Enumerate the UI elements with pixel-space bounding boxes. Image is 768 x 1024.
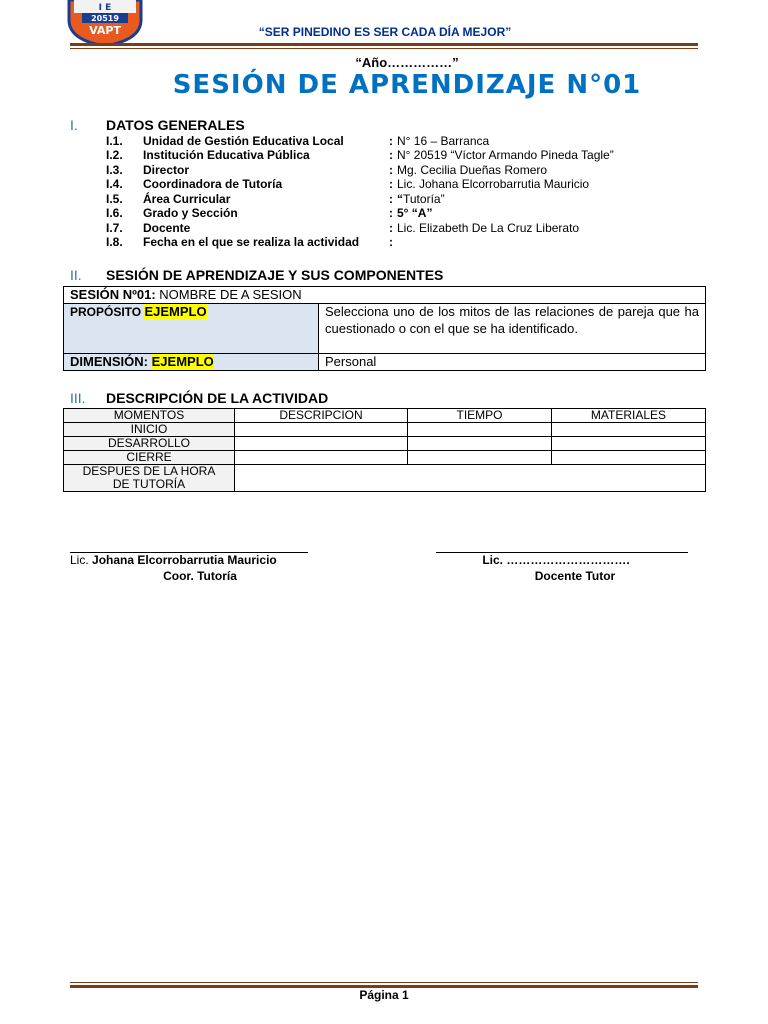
datos-value <box>397 206 432 220</box>
year-line: “Año……………” <box>355 55 459 70</box>
logo-abbr: VAPT <box>89 24 121 37</box>
datos-colon: : <box>389 134 393 148</box>
left-signer-role: Coor. Tutoría <box>163 569 237 583</box>
datos-label: Docente <box>143 221 191 235</box>
proposito-label-cell <box>64 304 319 354</box>
datos-value <box>397 134 489 148</box>
datos-row <box>106 206 706 220</box>
datos-label: Unidad de Gestión Educativa Local <box>143 134 344 148</box>
school-motto: “SER PINEDINO ES SER CADA DÍA MEJOR” <box>258 25 512 39</box>
section2-number: II. <box>70 267 82 283</box>
datos-colon: : <box>389 221 393 235</box>
datos-value-text: Mg. Cecilia Dueñas Romero <box>397 163 548 177</box>
table-row <box>64 423 706 437</box>
datos-row <box>106 134 706 148</box>
desarrollo-descripcion <box>235 437 408 451</box>
datos-label: Fecha en el que se realiza la actividad <box>143 235 360 249</box>
datos-row <box>106 163 706 177</box>
datos-colon: : <box>389 235 393 249</box>
datos-code: I.5. <box>106 192 123 206</box>
datos-colon: : <box>389 177 393 191</box>
table-row <box>64 437 706 451</box>
datos-row <box>106 148 706 162</box>
datos-code: I.6. <box>106 206 123 220</box>
datos-colon: : <box>389 206 393 220</box>
header-rule-thin <box>70 48 698 49</box>
datos-code: I.8. <box>106 235 123 249</box>
datos-label: Director <box>143 163 190 177</box>
desarrollo-tiempo <box>408 437 552 451</box>
datos-label: Institución Educativa Pública <box>143 148 310 162</box>
logo-letters: I E <box>98 3 112 13</box>
datos-value-text: Lic. Johana Elcorrobarrutia Mauricio <box>397 177 590 191</box>
section2-title: SESIÓN DE APRENDIZAJE Y SUS COMPONENTES <box>106 267 444 283</box>
datos-code: I.3. <box>106 163 123 177</box>
table-row <box>64 451 706 465</box>
section3-number: III. <box>70 390 86 406</box>
datos-label: Grado y Sección <box>143 206 238 220</box>
datos-value-bold: “ <box>397 192 403 206</box>
datos-code: I.4. <box>106 177 123 191</box>
datos-code: I.7. <box>106 221 123 235</box>
header-rule-thick <box>70 43 698 46</box>
inicio-descripcion <box>235 423 408 437</box>
dimension-label: DIMENSIÓN: <box>70 354 152 369</box>
left-signer-prefix: Lic. <box>70 553 93 567</box>
row-despues: DESPUES DE LA HORA DE TUTORÍA <box>64 465 235 492</box>
datos-value <box>397 192 445 206</box>
datos-colon: : <box>389 163 393 177</box>
logo-number: 20519 <box>91 14 119 23</box>
datos-row <box>106 221 706 235</box>
cierre-tiempo <box>408 451 552 465</box>
datos-colon: : <box>389 192 393 206</box>
datos-value-text: Tutoría” <box>403 192 445 206</box>
right-signer-role: Docente Tutor <box>534 569 616 583</box>
proposito-text: Selecciona uno de los mitos de las relaciones de pareja que ha cuestionado o con el que se ha identificado. <box>319 304 706 354</box>
cierre-descripcion <box>235 451 408 465</box>
section1-number: I. <box>70 117 78 133</box>
datos-label: Coordinadora de Tutoría <box>143 177 283 191</box>
header-materiales: MATERIALES <box>552 409 706 423</box>
session-name-cell <box>64 287 706 304</box>
left-signer <box>70 553 277 567</box>
datos-value <box>397 148 614 162</box>
left-signer-name: Johana Elcorrobarrutia Mauricio <box>92 553 277 567</box>
inicio-materiales <box>552 423 706 437</box>
dimension-label-cell <box>64 354 319 371</box>
footer-rule-thin <box>70 982 698 983</box>
session-label: SESIÓN Nº01: <box>70 287 156 302</box>
school-logo <box>66 0 144 46</box>
row-desarrollo: DESARROLLO <box>64 437 235 451</box>
row-cierre: CIERRE <box>64 451 235 465</box>
datos-value-bold: 5° “A” <box>397 206 433 220</box>
datos-row <box>106 177 706 191</box>
activity-table <box>63 408 706 492</box>
row-inicio: INICIO <box>64 423 235 437</box>
section1-heading <box>70 117 78 135</box>
inicio-tiempo <box>408 423 552 437</box>
section1-title: DATOS GENERALES <box>106 117 245 133</box>
session-components-table <box>63 286 706 371</box>
despues-content <box>235 465 706 492</box>
datos-value <box>397 221 579 235</box>
page-number: Página 1 <box>359 988 409 1002</box>
datos-value-text: N° 16 – Barranca <box>397 134 490 148</box>
datos-value-text: N° 20519 “Víctor Armando Pineda Tagle” <box>397 148 614 162</box>
header-descripcion: DESCRIPCION <box>235 409 408 423</box>
datos-row <box>106 192 706 206</box>
table-row <box>64 465 706 492</box>
datos-label: Área Curricular <box>143 192 231 206</box>
desarrollo-materiales <box>552 437 706 451</box>
header-momentos: MOMENTOS <box>64 409 235 423</box>
right-signer-name: Lic. …………………………. <box>482 553 630 567</box>
datos-value <box>397 177 589 191</box>
datos-value <box>397 163 547 177</box>
session-name: NOMBRE DE A SESION <box>155 287 302 302</box>
datos-code: I.1. <box>106 134 123 148</box>
proposito-tag: EJEMPLO <box>144 304 207 319</box>
dimension-tag: EJEMPLO <box>151 354 214 369</box>
datos-value-text: Lic. Elizabeth De La Cruz Liberato <box>397 221 580 235</box>
datos-row <box>106 235 706 249</box>
header-tiempo: TIEMPO <box>408 409 552 423</box>
page-title: SESIÓN DE APRENDIZAJE N°01 <box>172 70 642 100</box>
cierre-materiales <box>552 451 706 465</box>
datos-colon: : <box>389 148 393 162</box>
proposito-label: PROPÓSITO <box>70 305 145 319</box>
section3-title: DESCRIPCIÓN DE LA ACTIVIDAD <box>106 390 329 406</box>
dimension-value: Personal <box>319 354 706 371</box>
datos-code: I.2. <box>106 148 123 162</box>
